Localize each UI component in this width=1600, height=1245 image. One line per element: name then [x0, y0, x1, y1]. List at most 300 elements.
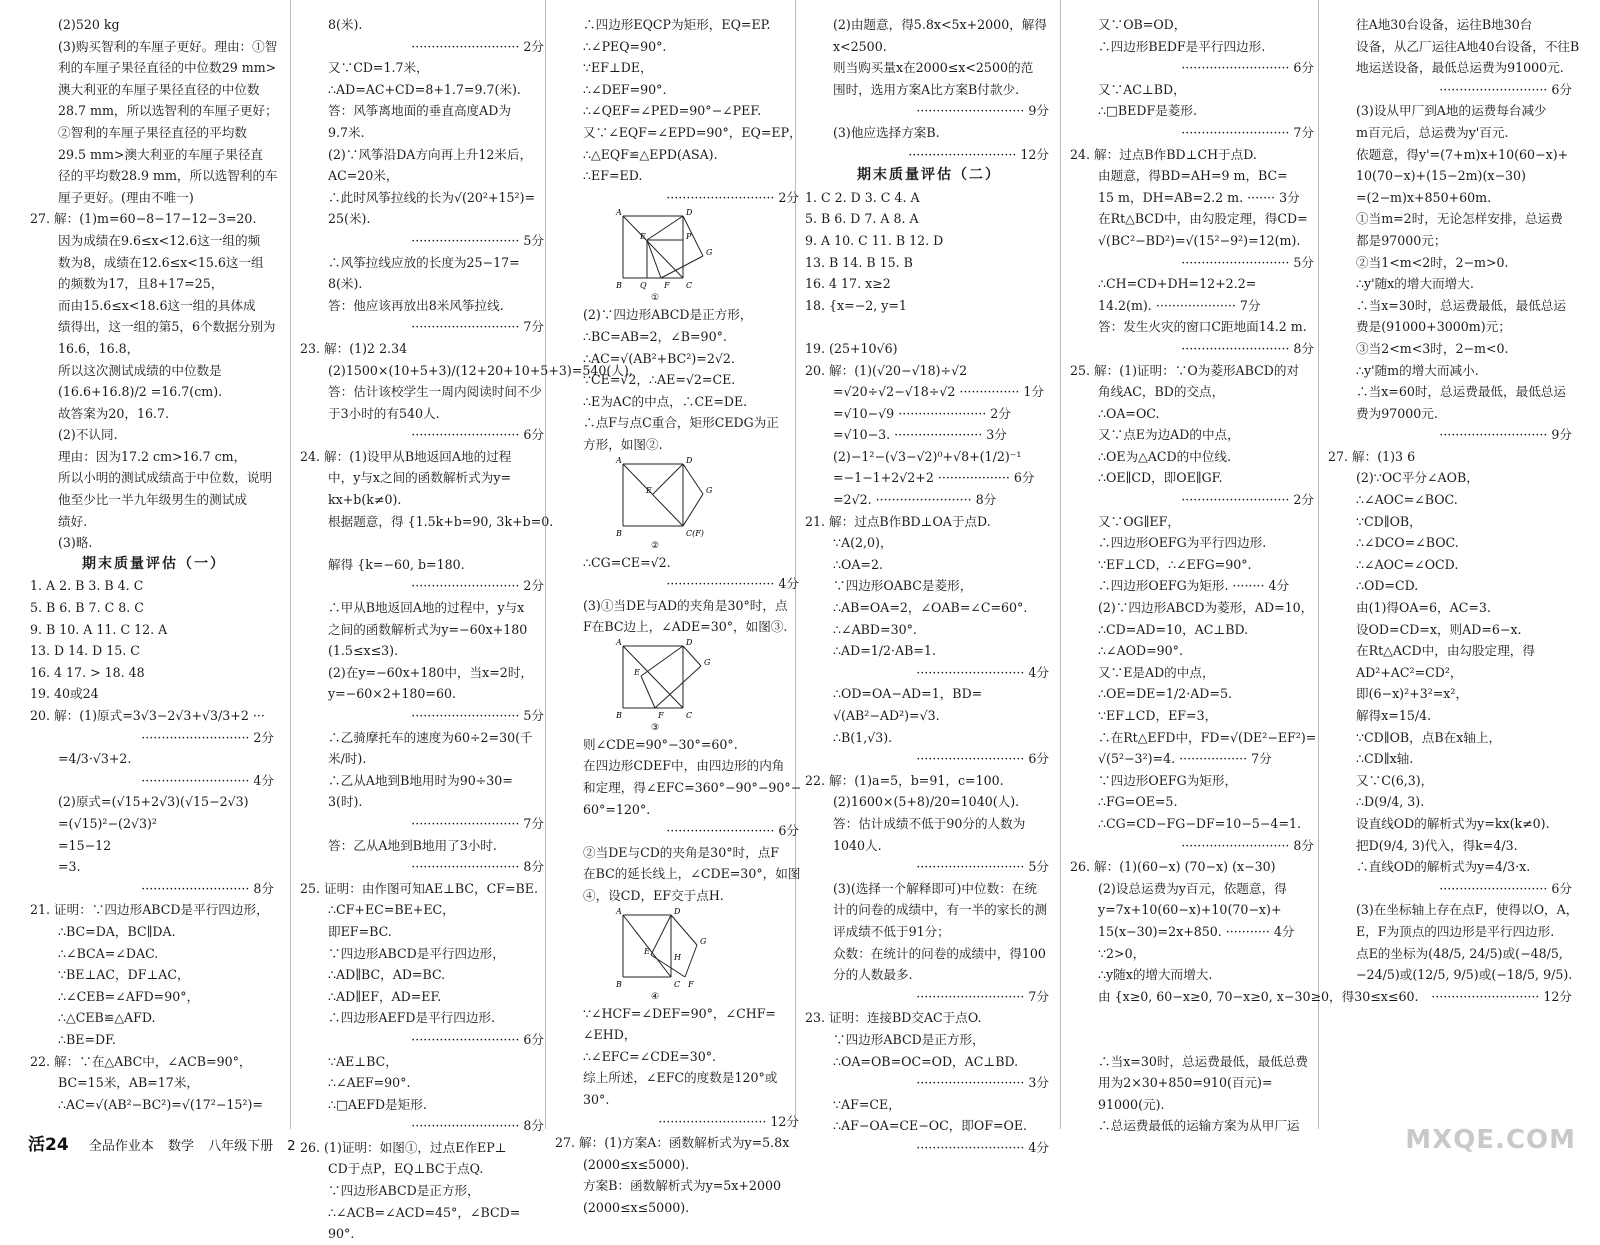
answer-line: =4/3·√3+2. — [58, 751, 132, 767]
answer-line: 方案B：函数解析式为y=5x+2000 — [583, 1178, 781, 1194]
answer-line: 绩好. — [58, 513, 88, 529]
figure-point-label: C — [674, 979, 681, 989]
score-line: ··························· 4分 — [916, 664, 1049, 680]
answer-line: 厘子更好。(理由不唯一) — [58, 189, 194, 205]
answer-line: 16. 4 17. > 18. 48 — [30, 664, 145, 680]
answer-line: 在四边形CDEF中，由四边形的内角 — [583, 758, 785, 774]
answer-line: (2)不认同. — [58, 427, 118, 443]
figure-segment — [641, 646, 683, 676]
figure-segment — [623, 915, 671, 977]
answer-line: =√10−√9 ······················ 2分 — [833, 405, 1011, 421]
answer-line: ∴∠DEF=90°. — [583, 81, 667, 97]
figure-segment — [651, 915, 671, 955]
answer-line — [805, 316, 1053, 338]
answer-line: 往A地30台设备，运往B地30台 — [1356, 17, 1533, 32]
score-line: ··························· 7分 — [411, 815, 544, 831]
answer-line: ∵CD∥OB， — [1356, 513, 1422, 529]
answer-line: 之间的函数解析式为y=−60x+180 — [328, 621, 528, 637]
answer-line: ∴直线OD的解析式为y=4/3·x. — [1356, 859, 1531, 875]
answer-line: 1040人. — [833, 837, 882, 853]
answer-line: ∴∠AOC=∠OCD. — [1356, 556, 1459, 572]
figure-point-label: C — [686, 281, 693, 291]
edition-number: 2 — [287, 1139, 296, 1154]
answer-line: ∴在Rt△EFD中，FD=√(DE²−EF²)= — [1098, 729, 1317, 745]
answer-line: ∴AF−OA=CE−OC，即OF=OE. — [833, 1118, 1028, 1134]
answer-line: 数为8，成绩在12.6≤x<15.6这一组 — [58, 254, 264, 270]
answer-line: 又∵CD=1.7米， — [328, 60, 429, 76]
answer-line: 9. B 10. A 11. C 12. A — [30, 621, 168, 637]
answer-line: ∴E为AC的中点，∴CE=DE. — [583, 393, 748, 409]
answer-line: ∴风筝拉线应放的长度为25−17= — [328, 254, 520, 270]
answer-line: (2)1600×(5+8)/20=1040(人). — [833, 794, 1020, 810]
answer-line: 设OD=CD=x，则AD=6−x. — [1356, 621, 1522, 637]
score-line: ··························· 8分 — [411, 859, 544, 875]
figure-segment — [647, 216, 683, 240]
answer-line: =(2−m)x+850+60m. — [1356, 189, 1492, 205]
answer-line: ∴OA=OC. — [1098, 405, 1160, 421]
answer-line: 28.7 mm，所以选智利的车厘子更好； — [58, 103, 278, 119]
answer-line: ∴AD=AC+CD=8+1.7=9.7(米). — [328, 81, 521, 97]
answer-line: ∴当x=60时，总运费最低，最低总运 — [1356, 384, 1566, 400]
answer-line: 9. A 10. C 11. B 12. D — [805, 232, 944, 248]
answer-line: ∴△EQF≌△EPD(ASA). — [583, 146, 718, 162]
answer-line: ∴AD∥BC，AD=BC. — [328, 967, 446, 983]
answer-line: 众数：在统计的问卷的成绩中，得100 — [833, 945, 1046, 961]
figure-segment — [647, 240, 661, 278]
answer-line: ∵AE⊥BC， — [328, 1053, 398, 1069]
figure-segment — [683, 494, 703, 526]
answer-line: ∴y随x的增大而增大. — [1098, 967, 1213, 983]
answer-line: ∴∠AOD=90°. — [1098, 643, 1183, 659]
score-line: ··························· 9分 — [1439, 427, 1572, 443]
figure-segment — [685, 945, 697, 977]
answer-line: ④，设CD，EF交于点H. — [583, 888, 724, 904]
score-line: ··························· 7分 — [1181, 124, 1314, 140]
answer-line: ∴点F与点C重合，矩形CEDG为正 — [583, 415, 779, 431]
answer-line: (3)在坐标轴上存在点F，使得以O，A， — [1356, 902, 1579, 918]
figure-point-label: A — [616, 906, 622, 916]
answer-line: 故答案为20，16.7. — [58, 405, 170, 421]
score-line: ··························· 12分 — [658, 1113, 799, 1129]
geometry-figure — [615, 906, 725, 1002]
score-line: ··························· 6分 — [666, 823, 799, 839]
answer-line: 26. 解：(1)(60−x) (70−x) (x−30) — [1070, 859, 1276, 875]
answer-line: √(5²−3²)=4. ················· 7分 — [1098, 751, 1272, 767]
answer-line: 23. 证明：连接BD交AC于点O. — [805, 1010, 982, 1026]
figure-point-label: F — [688, 979, 694, 989]
answer-line: AD²+AC²=CD²， — [1356, 664, 1463, 680]
answer-line: 15 m，DH=AB=2.2 m. ······· 3分 — [1098, 189, 1300, 205]
answer-line: x<2500. — [833, 38, 887, 54]
figure-point-label: E — [646, 485, 652, 495]
answer-line: (3)他应选择方案B. — [833, 124, 940, 140]
figure-point-label: G — [700, 936, 707, 946]
answer-line: 利的车厘子果径直径的中位数29 mm> — [58, 60, 277, 76]
answer-line: 27. 解：(1)方案A：函数解析式为y=5.8x — [555, 1135, 790, 1151]
answer-line: (2)在y=−60x+180中，当x=2时， — [328, 664, 534, 680]
column-divider — [1060, 0, 1061, 1129]
answer-line: 又∵点E为边AD的中点， — [1098, 427, 1240, 443]
answer-line: 角线AC，BD的交点， — [1098, 384, 1225, 400]
answer-line: 由题意，得BD=AH=9 m，BC= — [1098, 168, 1288, 184]
score-line: ··························· 2分 — [141, 729, 274, 745]
answer-line: 依题意，得y'=(7+m)x+10(60−x)+ — [1356, 146, 1569, 162]
figure-segment — [671, 915, 697, 945]
score-line: ··························· 3分 — [916, 1075, 1049, 1091]
answer-line: (2)520 kg — [58, 17, 120, 32]
answer-line: 中，y与x之间的函数解析式为y= — [328, 470, 512, 486]
answer-line: E，F为顶点的四边形是平行四边形. — [1356, 923, 1555, 939]
score-line: ··························· 8分 — [141, 880, 274, 896]
answer-line: ∴FG=OE=5. — [1098, 794, 1178, 810]
score-line: ··························· 9分 — [916, 103, 1049, 119]
answer-line: ∴OA=OB=OC=OD，AC⊥BD. — [833, 1053, 1019, 1069]
answer-line: (3)略. — [58, 535, 93, 551]
answer-line: 设备，从乙厂运往A地40台设备，不往B — [1356, 38, 1580, 54]
answer-line: 理由：因为17.2 cm>16.7 cm， — [58, 448, 247, 464]
answer-line: ∴BC=DA，BC∥DA. — [58, 923, 176, 939]
answer-line: =15−12 — [58, 837, 112, 853]
answer-line: ∴AC=√(AB²+BC²)=2√2. — [583, 350, 735, 366]
series-name: 全品作业本 — [88, 1139, 154, 1154]
figure-point-label: B — [616, 281, 622, 291]
answer-line: ∵四边形ABCD是正方形， — [328, 1183, 480, 1199]
answer-line: 21. 解：过点B作BD⊥OA于点D. — [805, 513, 991, 529]
answer-line: ∴∠PEQ=90°. — [583, 38, 667, 54]
answer-line: (2)设总运费为y百元，依题意，得 — [1098, 880, 1287, 896]
score-line: ··························· 6分 — [411, 1031, 544, 1047]
answer-line: (2)∵风筝沿DA方向再上升12米后， — [328, 146, 533, 162]
answer-line: ②当DE与CD的夹角是30°时，点F — [583, 844, 780, 860]
answer-line: ∴D(9/4, 3). — [1356, 794, 1425, 810]
answer-line: 由 {x≥0, 60−x≥0, 70−x≥0, x−30≥0，得30≤x≤60. — [1098, 988, 1419, 1004]
answer-line: ∴BC=AB=2，∠B=90°. — [583, 328, 727, 344]
answer-line: ∴AD∥EF，AD=EF. — [328, 988, 442, 1004]
column-divider — [290, 0, 291, 1129]
answer-line: ∴甲从B地返回A地的过程中，y与x — [328, 600, 525, 616]
answer-line: ∵AF=CE， — [833, 1096, 901, 1112]
score-line: ··························· 2分 — [1181, 492, 1314, 508]
answer-line: 在Rt△BCD中，由勾股定理，得CD= — [1098, 211, 1308, 227]
answer-line: y=−60×2+180=60. — [328, 686, 456, 702]
answer-line — [300, 532, 548, 554]
answer-line: m百元后，总运费为y'百元. — [1356, 124, 1509, 140]
answer-line: 8(米). — [328, 17, 363, 32]
answer-line: =(√15)²−(2√3)² — [58, 815, 157, 831]
score-line: ··························· 8分 — [1181, 340, 1314, 356]
answer-line: ∵四边形OEFG为矩形， — [1098, 772, 1238, 788]
answer-line: ∵EF⊥DE， — [583, 60, 653, 76]
score-line: ··························· 6分 — [1181, 60, 1314, 76]
answer-line: ②智利的车厘子果径直径的平均数 — [58, 124, 247, 140]
score-line: ··························· 6分 — [411, 427, 544, 443]
answer-line: =√20÷√2−√18÷√2 ··············· 1分 — [833, 384, 1045, 400]
score-line: ··························· 6分 — [1439, 880, 1572, 896]
answer-line: ∴y'随x的增大而增大. — [1356, 276, 1474, 292]
answer-line: ①当m=2时，无论怎样安排，总运费 — [1356, 211, 1563, 227]
answer-line: ∴四边形OEFG为矩形. ········ 4分 — [1098, 578, 1290, 594]
figure-caption: ① — [651, 293, 660, 304]
figure-point-label: D — [686, 637, 693, 647]
answer-line: 90°. — [328, 1226, 355, 1242]
figure-point-label: G — [704, 657, 711, 667]
answer-line: 91000(元). — [1098, 1096, 1165, 1112]
answer-line: (3)(选择一个解释即可)中位数：在统 — [833, 880, 1037, 896]
answer-line: ∴四边形BEDF是平行四边形. — [1098, 38, 1266, 54]
score-line: ··························· 2分 — [666, 189, 799, 205]
answer-line: ∴OE为△ACD的中位线. — [1098, 448, 1232, 464]
score-line: ··························· 2分 — [411, 578, 544, 594]
answer-line: 又∵OG∥EF， — [1098, 513, 1180, 529]
answer-line: ∴四边形AEFD是平行四边形. — [328, 1010, 496, 1026]
answer-line: ∴∠ABD=30°. — [833, 621, 917, 637]
geometry-figure — [615, 455, 725, 551]
figure-point-label: B — [616, 528, 622, 538]
figure-point-label: P — [686, 232, 692, 242]
answer-line: ∵CE=√2，∴AE=√2=CE. — [583, 372, 736, 388]
answer-line: 都是97000元； — [1356, 232, 1447, 248]
score-line: ··························· 7分 — [411, 319, 544, 335]
answer-line: (2)原式=(√15+2√3)(√15−2√3) — [58, 794, 249, 810]
answer-line: 因为成绩在9.6≤x<12.6这一组的频 — [58, 232, 261, 248]
score-line: ··························· 4分 — [916, 1139, 1049, 1155]
answer-line: 20. 解：(1)原式=3√3−2√3+√3/3+2 ··· — [30, 708, 265, 723]
answer-line: (2)由题意，得5.8x<5x+2000，解得 — [833, 17, 1047, 32]
answer-line: ∠EHD， — [583, 1027, 637, 1043]
answer-line: (2000≤x≤5000). — [583, 1199, 690, 1215]
answer-line: ∴OD=CD. — [1356, 578, 1419, 594]
answer-line: AC=20米， — [328, 168, 399, 184]
answer-line: 在Rt△ACD中，由勾股定理，得 — [1356, 643, 1535, 659]
answer-line: ∴y'随m的增大而减小. — [1356, 362, 1479, 378]
answer-line: ∴∠AOC=∠BOC. — [1356, 492, 1458, 508]
answer-line: 8(米). — [328, 276, 363, 292]
answer-line: ∴EF=ED. — [583, 168, 643, 184]
answer-line: 他至少比一半九年级男生的测试成 — [58, 492, 247, 508]
page-footer — [28, 1130, 306, 1155]
answer-line: (3)购买智利的车厘子更好。理由：①智 — [58, 38, 278, 54]
answer-line: ∴∠ACB=∠ACD=45°，∠BCD= — [328, 1204, 521, 1220]
answer-line: CD于点P，EQ⊥BC于点Q. — [328, 1161, 484, 1177]
answer-line: 解得 {k=−60, b=180. — [328, 556, 465, 572]
answer-line: ∴AC=√(AB²−BC²)=√(17²−15²)= — [58, 1096, 263, 1112]
score-line: ··························· 5分 — [1181, 254, 1314, 270]
answer-line: 则∠CDE=90°−30°=60°. — [583, 736, 738, 752]
answer-line: ②当1<m<2时，2−m>0. — [1356, 254, 1509, 270]
answer-line: ∴此时风筝拉线的长为√(20²+15²)= — [328, 189, 536, 205]
answer-line: ∴OD=OA−AD=1，BD= — [833, 686, 983, 702]
answer-line: 和定理，得∠EFC=360°−90°−90°− — [583, 780, 802, 796]
answer-line: 5. B 6. B 7. C 8. C — [30, 600, 144, 616]
answer-line: √(BC²−BD²)=√(15²−9²)=12(m). — [1098, 232, 1301, 248]
answer-line: (2)−1²−(√3−√2)⁰+√8+(1/2)⁻¹ — [833, 448, 1022, 464]
score-line: ··························· 6分 — [1439, 81, 1572, 97]
score-line: ··························· 6分 — [916, 751, 1049, 767]
answer-line: −24/5)或(12/5, 9/5)或(−18/5, 9/5). — [1356, 967, 1573, 983]
figure-point-label: C — [686, 710, 693, 720]
figure-point-label: A — [616, 637, 622, 647]
figure-segment — [683, 464, 703, 494]
answer-line: ∵CD∥OB，点B在x轴上， — [1356, 729, 1502, 745]
answer-line: ∴AB=OA=2，∠OAB=∠C=60°. — [833, 600, 1028, 616]
answer-line: (3)设从甲厂到A地的运费每台减少 — [1356, 103, 1547, 119]
answer-line: ∴AD=1/2·AB=1. — [833, 643, 936, 659]
answer-column-6 — [1328, 14, 1580, 1007]
answer-line: ∴∠AEF=90°. — [328, 1075, 411, 1091]
answer-line: 方形，如图②. — [583, 436, 663, 452]
answer-line — [1070, 1029, 1318, 1051]
answer-line: ∵EF⊥CD，∴∠EFG=90°. — [1098, 556, 1252, 572]
answer-line: ∵四边形ABCD是平行四边形， — [328, 945, 505, 961]
answer-line: ∴∠QEF=∠PED=90°−∠PEF. — [583, 103, 762, 119]
answer-line: 由(1)得OA=6，AC=3. — [1356, 600, 1491, 616]
answer-line: ∵四边形ABCD是正方形， — [833, 1031, 985, 1047]
section-heading: 期末质量评估（二） — [857, 167, 1001, 184]
answer-line: 把D(9/4, 3)代入，得k=4/3. — [1356, 837, 1518, 853]
answer-line: ∴总运费最低的运输方案为从甲厂运 — [1098, 1118, 1300, 1134]
answer-line: 13. D 14. D 15. C — [30, 643, 140, 659]
answer-line: ∴△CEB≌△AFD. — [58, 1010, 156, 1026]
answer-line: =√10−3. ······················ 3分 — [833, 427, 1007, 443]
answer-line: 24. 解：(1)设甲从B地返回A地的过程 — [300, 448, 512, 464]
answer-line: ∴OA=2. — [833, 556, 883, 572]
answer-line: ∵四边形OABC是菱形， — [833, 578, 973, 594]
answer-line: 26. (1)证明：如图①，过点E作EP⊥ — [300, 1139, 507, 1155]
answer-line: 答：估计该校学生一周内阅读时间不少 — [328, 384, 543, 400]
figure-point-label: E — [644, 946, 650, 956]
answer-line: 60°=120°. — [583, 801, 651, 817]
answer-line: 米/时). — [328, 751, 367, 767]
answer-line: 又∵C(6,3)， — [1356, 772, 1434, 788]
answer-line: √(AB²−AD²)=√3. — [833, 708, 940, 723]
answer-line: 于3小时的有540人. — [328, 405, 440, 421]
answer-line: 解得x=15/4. — [1356, 708, 1432, 723]
answer-line: ∴乙从A地到B地用时为90÷30= — [328, 772, 513, 788]
answer-line: 费为97000元. — [1356, 405, 1438, 421]
figure-caption: ② — [651, 540, 660, 551]
answer-line: ∴CF+EC=BE+EC， — [328, 902, 455, 918]
answer-line: 绩得出，这一组的第5，6个数据分别为 — [58, 319, 276, 335]
answer-line: 27. 解：(1)m=60−8−17−12−3=20. — [30, 211, 257, 227]
answer-line: ∴∠EFC=∠CDE=30°. — [583, 1048, 717, 1064]
answer-line: 1. A 2. B 3. B 4. C — [30, 578, 144, 594]
answer-line: ∴OE∥CD，即OE∥GF. — [1098, 470, 1223, 486]
answer-line: ∴□BEDF是菱形. — [1098, 103, 1197, 119]
answer-line: ∴BE=DF. — [58, 1031, 116, 1047]
grade-name: 八年级下册 — [208, 1139, 274, 1154]
figure-point-label: A — [616, 208, 622, 218]
answer-line: 20. 解：(1)(√20−√18)÷√2 — [805, 362, 968, 378]
answer-line: 10(70−x)+(15−2m)(x−30) — [1356, 168, 1526, 184]
answer-line: ∴∠DCO=∠BOC. — [1356, 535, 1459, 551]
answer-line: 又∵E是AD的中点， — [1098, 664, 1215, 680]
figure-point-label: F — [658, 710, 664, 720]
answer-line: 而由15.6≤x<18.6这一组的具体成 — [58, 297, 256, 313]
answer-column-3 — [555, 14, 803, 1219]
answer-line: ∴当x=30时，总运费最低，最低总费 — [1098, 1053, 1308, 1069]
answer-line: ∴□AEFD是矩形. — [328, 1096, 427, 1112]
page-number-brand: 活24 — [28, 1135, 69, 1155]
answer-line: 答：乙从A地到B地用了3小时. — [328, 837, 497, 853]
answer-line: =3. — [58, 859, 81, 875]
answer-line: 25. 证明：由作图可知AE⊥BC，CF=BE. — [300, 880, 539, 896]
answer-line: 18. {x=−2, y=1 — [805, 297, 907, 313]
answer-line: F在BC边上，∠ADE=30°，如图③. — [583, 619, 788, 635]
answer-line: 地运送设备，最低总运费为91000元. — [1356, 60, 1564, 76]
answer-line: 15(x−30)=2x+850. ··········· 4分 — [1098, 923, 1295, 939]
score-line: ··························· 4分 — [141, 772, 274, 788]
answer-line: (16.6+16.8)/2 =16.7(cm). — [58, 384, 223, 400]
answer-line: 19. 40或24 — [30, 686, 99, 702]
answer-line: 答：发生火灾的窗口C距地面14.2 m. — [1098, 319, 1307, 335]
figure-caption: ④ — [651, 991, 660, 1002]
answer-line: ∴∠BCA=∠DAC. — [58, 945, 159, 961]
figure-point-label: E — [640, 232, 646, 242]
answer-line: 25(米). — [328, 211, 371, 227]
answer-line: ∴乙骑摩托车的速度为60÷2=30(千 — [328, 729, 533, 745]
answer-line: 24. 解：过点B作BD⊥CH于点D. — [1070, 146, 1257, 162]
answer-line: (2)∵OC平分∠AOB， — [1356, 470, 1479, 486]
answer-line: ∴四边形EQCP为矩形，EQ=EP. — [583, 17, 771, 32]
answer-line: ∴CH=CD+DH=12+2.2= — [1098, 276, 1257, 292]
answer-line: 答：估计成绩不低于90分的人数为 — [833, 815, 1026, 831]
answer-line: 又∵AC⊥BD， — [1098, 81, 1186, 97]
answer-line: ∵EF⊥CD，EF=3， — [1098, 708, 1218, 723]
answer-line: ∴OE=DE=1/2·AD=5. — [1098, 686, 1232, 702]
answer-line: ∵∠HCF=∠DEF=90°，∠CHF= — [583, 1005, 776, 1021]
answer-line: 9.7米. — [328, 124, 365, 140]
answer-line: (2)∵四边形ABCD为菱形，AD=10， — [1098, 600, 1314, 616]
answer-line: 所以小明的测试成绩高于中位数，说明 — [58, 470, 273, 486]
score-line: ··························· 12分 — [908, 146, 1049, 162]
answer-line: ∴CD=AD=10，AC⊥BD. — [1098, 621, 1249, 637]
answer-line: 点E的坐标为(48/5, 24/5)或(−48/5, — [1356, 945, 1563, 961]
answer-line: 25. 解：(1)证明：∵O为菱形ABCD的对 — [1070, 362, 1300, 378]
figure-point-label: H — [674, 952, 681, 962]
answer-line: 27. 解：(1)3 6 — [1328, 448, 1416, 464]
figure-point-label: F — [664, 281, 670, 291]
answer-line: 29.5 mm>澳大利亚的车厘子果径直 — [58, 146, 264, 162]
figure-point-label: C(F) — [686, 528, 704, 538]
answer-line: 根据题意，得 {1.5k+b=90, 3k+b=0. — [328, 513, 554, 529]
answer-line: (3)①当DE与AD的夹角是30°时，点 — [583, 597, 788, 613]
answer-line: 围时，选用方案A比方案B付款少. — [833, 81, 1020, 97]
score-line: ··························· 5分 — [411, 708, 544, 723]
answer-line: (1.5≤x≤3). — [328, 643, 399, 659]
answer-line: ∴B(1,√3). — [833, 729, 893, 745]
figure-point-label: G — [706, 485, 713, 495]
answer-line: (2)1500×(10+5+3)/(12+20+10+5+3)=540(人). — [328, 362, 633, 378]
answer-line: ∴CD∥x轴. — [1356, 751, 1414, 767]
answer-line: 3(时). — [328, 794, 363, 810]
score-line: ··························· 5分 — [411, 232, 544, 248]
figure-segment — [623, 646, 683, 708]
answer-column-1 — [30, 14, 278, 1115]
score-line: ··························· 8分 — [1181, 837, 1314, 853]
answer-line: 径的平均数28.9 mm，所以选智利的车 — [58, 168, 278, 184]
section-heading: 期末质量评估（一） — [82, 555, 226, 572]
answer-line: 评成绩不低于91分； — [833, 923, 950, 939]
answer-line: 分的人数最多. — [833, 967, 913, 983]
figure-segment — [661, 256, 703, 278]
answer-column-4 — [805, 14, 1053, 1158]
answer-line: ∴CG=CD−FG−DF=10−5−4=1. — [1098, 815, 1302, 831]
answer-line: 5. B 6. D 7. A 8. A — [805, 211, 919, 227]
subject-name: 数学 — [167, 1139, 194, 1154]
figure-point-label: B — [616, 710, 622, 720]
figure-segment — [683, 646, 701, 666]
answer-line: 答：风筝离地面的垂直高度AD为 — [328, 103, 511, 119]
